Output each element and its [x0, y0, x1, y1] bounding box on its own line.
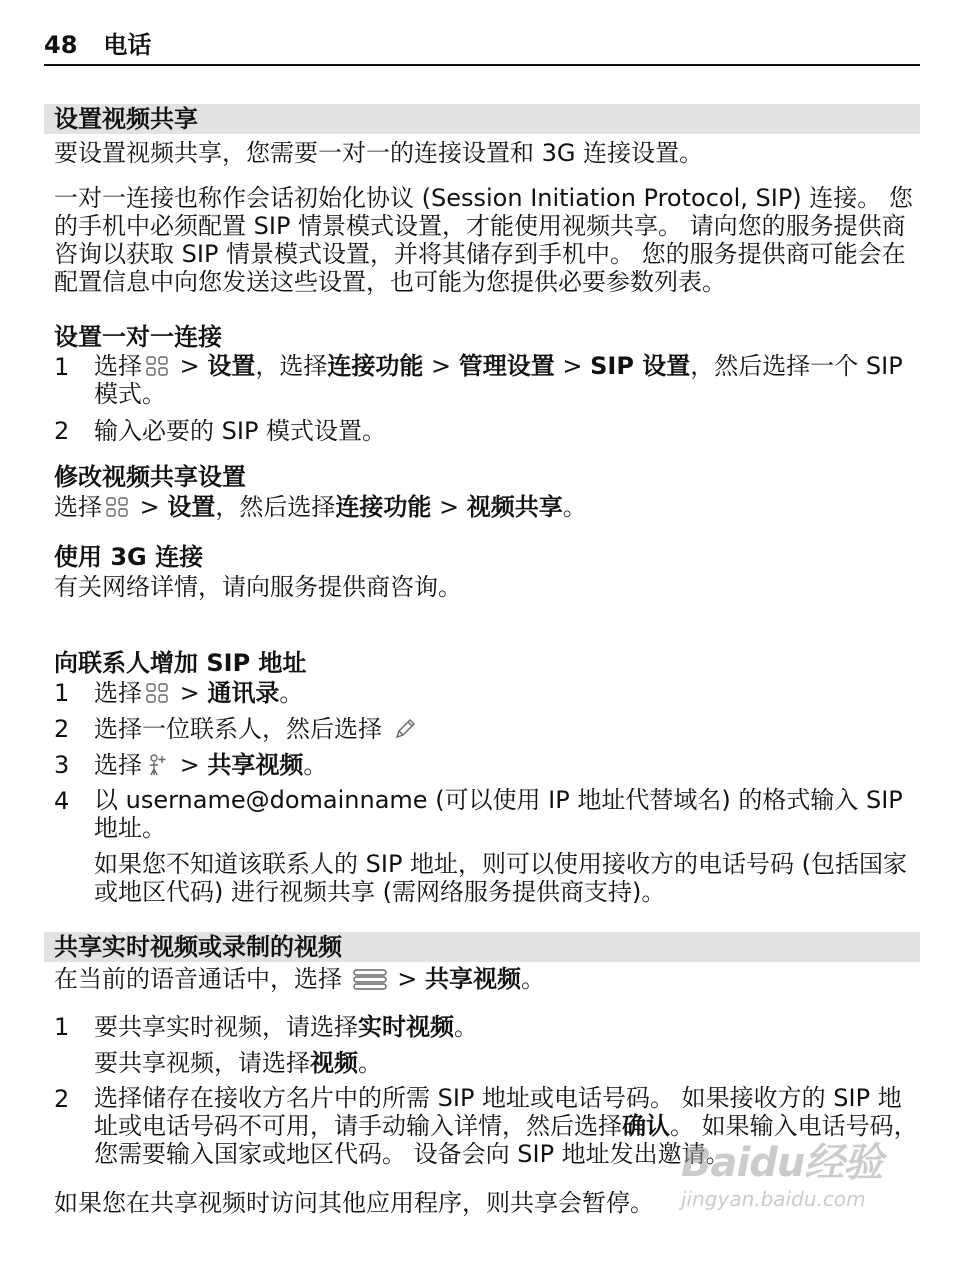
section-title-video-sharing-setup: 设置视频共享 — [44, 104, 920, 134]
menu-grid-icon — [144, 354, 170, 378]
note: 如果您不知道该联系人的 SIP 地址，则可以使用接收方的电话号码 (包括国家或地区代码) 进行视频共享 (需网络服务提供商支持)。 — [94, 850, 908, 906]
options-list-icon — [352, 967, 388, 991]
paragraph: 如果您在共享视频时访问其他应用程序，则共享会暂停。 — [54, 1189, 654, 1217]
note: 要共享视频，请选择视频。 — [94, 1049, 382, 1077]
section-title-share-video: 共享实时视频或录制的视频 — [44, 932, 920, 962]
list-item: 2 选择一位联系人，然后选择 — [54, 714, 920, 744]
menu-grid-icon — [144, 681, 170, 705]
paragraph: 有关网络详情，请向服务提供商咨询。 — [54, 573, 462, 601]
list-item: 2 输入必要的 SIP 模式设置。 — [54, 417, 387, 445]
subsection-title: 设置一对一连接 — [54, 323, 222, 351]
watermark-brand: Baidu经验 — [681, 1140, 883, 1186]
list-item: 4 以 username@domainname (可以使用 IP 地址代替域名) 的格式输入 SIP 地址。 如果您不知道该联系人的 SIP 地址，则可以使用接收方的电话号码 (包括国家或地区代码) 进行视频共享 (需网络服务提供商支持)。 — [54, 786, 920, 906]
subsection-title: 使用 3G 连接 — [54, 543, 204, 571]
paragraph: 一对一连接也称作会话初始化协议 (Session Initiation Protocol, SIP) 连接。 您的手机中必须配置 SIP 情景模式设置，才能使用视频共享。 请向您的服务提供商咨询以获取 SIP 情景模式设置，并将其储存到手机中。 您的服务提供商可能会在配置信息中向您发送这些设置，也可能为您提供必要参数列表。 — [54, 184, 913, 296]
paragraph: 选择 > 设置，然后选择连接功能 > 视频共享。 — [54, 493, 587, 521]
list-item: 1 选择 > 通讯录。 — [54, 679, 304, 707]
pencil-icon — [392, 717, 418, 741]
page — [44, 30, 920, 1218]
list-item: 1 选择 > 设置，选择连接功能 > 管理设置 > SIP 设置，然后选择一个 SIP 模式。 — [54, 352, 903, 408]
menu-grid-icon — [104, 495, 130, 519]
paragraph: 在当前的语音通话中，选择 > 共享视频。 — [54, 965, 546, 993]
page-header — [44, 30, 920, 66]
list-item: 3 选择 > 共享视频。 — [54, 751, 328, 779]
person-add-icon — [144, 753, 170, 777]
page-number: 48 — [44, 31, 78, 59]
baidu-watermark — [681, 1140, 901, 1238]
subsection-title: 修改视频共享设置 — [54, 463, 246, 491]
paragraph: 要设置视频共享，您需要一对一的连接设置和 3G 连接设置。 — [54, 139, 704, 167]
subsection-title: 向联系人增加 SIP 地址 — [54, 649, 307, 677]
list-item: 2 选择储存在接收方名片中的所需 SIP 地址或电话号码。 如果接收方的 SIP 地址或电话号码不可用，请手动输入详情，然后选择确认。 如果输入电话号码，您需要输入国家或地区代码。 设备会向 SIP 地址发出邀请。 — [54, 1084, 918, 1168]
watermark-url: jingyan.baidu.com — [681, 1187, 866, 1211]
chapter-title: 电话 — [103, 31, 152, 59]
list-item: 1 要共享实时视频，请选择实时视频。 要共享视频，请选择视频。 — [54, 1012, 920, 1078]
